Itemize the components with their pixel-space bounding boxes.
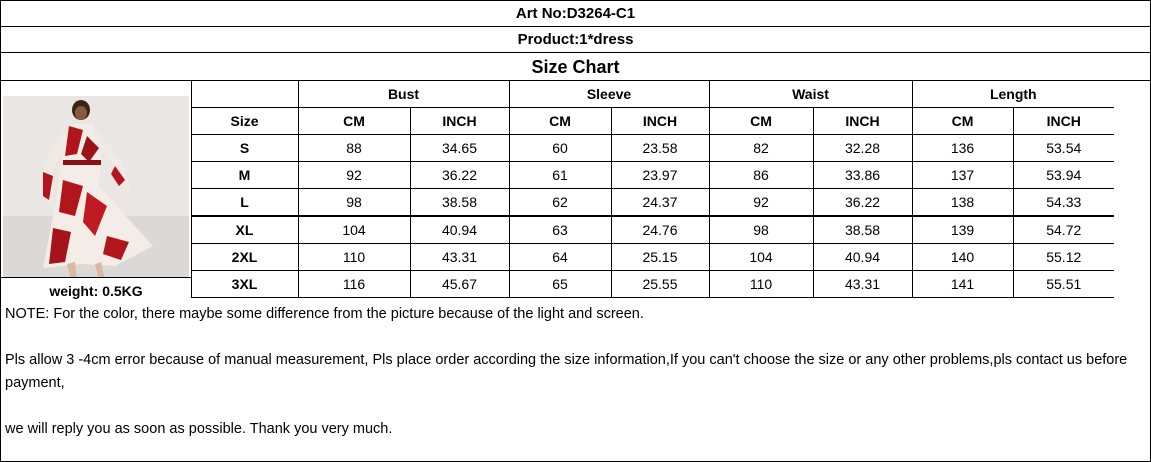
unit-header: INCH [410, 108, 509, 135]
col-group-sleeve: Sleeve [509, 81, 709, 108]
note-reply: we will reply you as soon as possible. Thank you very much. [5, 421, 393, 437]
value-cell: 40.94 [410, 216, 509, 244]
value-cell: 137 [912, 162, 1013, 189]
value-cell: 104 [298, 216, 410, 244]
value-cell: 24.37 [611, 189, 709, 217]
value-cell: 92 [709, 189, 813, 217]
size-col-header: Size [191, 108, 298, 135]
note-color: NOTE: For the color, there maybe some difference from the picture because of the light and screen. [5, 306, 644, 322]
unit-header: CM [509, 108, 611, 135]
value-cell: 62 [509, 189, 611, 217]
value-cell: 33.86 [813, 162, 912, 189]
value-cell: 65 [509, 271, 611, 298]
value-cell: 23.58 [611, 135, 709, 162]
value-cell: 116 [298, 271, 410, 298]
note-measurement: Pls allow 3 -4cm error because of manual measurement, Pls place order according the size information,If you can't choose the size or any other problems,pls contact us before payment, [5, 352, 1128, 391]
size-cell: S [191, 135, 298, 162]
dress-model-image [3, 96, 189, 280]
value-cell: 82 [709, 135, 813, 162]
value-cell: 40.94 [813, 244, 912, 271]
col-group-length: Length [912, 81, 1114, 108]
notes-block [5, 303, 1145, 441]
value-cell: 53.54 [1013, 135, 1114, 162]
value-cell: 98 [709, 216, 813, 244]
size-cell: XL [191, 216, 298, 244]
value-cell: 53.94 [1013, 162, 1114, 189]
unit-header: CM [298, 108, 410, 135]
value-cell: 55.51 [1013, 271, 1114, 298]
value-cell: 92 [298, 162, 410, 189]
article-number: Art No:D3264-C1 [1, 1, 1150, 27]
size-cell: 3XL [191, 271, 298, 298]
value-cell: 45.67 [410, 271, 509, 298]
value-cell: 136 [912, 135, 1013, 162]
value-cell: 63 [509, 216, 611, 244]
unit-header: INCH [813, 108, 912, 135]
value-cell: 24.76 [611, 216, 709, 244]
value-cell: 43.31 [410, 244, 509, 271]
value-cell: 43.31 [813, 271, 912, 298]
value-cell: 34.65 [410, 135, 509, 162]
spacer [5, 395, 1145, 418]
value-cell: 98 [298, 189, 410, 217]
value-cell: 36.22 [410, 162, 509, 189]
value-cell: 110 [709, 271, 813, 298]
spacer [5, 326, 1145, 349]
size-cell: 2XL [191, 244, 298, 271]
value-cell: 54.72 [1013, 216, 1114, 244]
unit-header: CM [912, 108, 1013, 135]
value-cell: 38.58 [813, 216, 912, 244]
value-cell: 64 [509, 244, 611, 271]
unit-header: INCH [1013, 108, 1114, 135]
unit-header: INCH [611, 108, 709, 135]
value-cell: 32.28 [813, 135, 912, 162]
value-cell: 60 [509, 135, 611, 162]
size-cell: M [191, 162, 298, 189]
product-photo [1, 81, 191, 298]
value-cell: 36.22 [813, 189, 912, 217]
unit-header: CM [709, 108, 813, 135]
page-title: Size Chart [1, 53, 1150, 81]
blank-header-cell [191, 81, 298, 108]
value-cell: 54.33 [1013, 189, 1114, 217]
size-table [1, 81, 1151, 298]
value-cell: 25.15 [611, 244, 709, 271]
value-cell: 25.55 [611, 271, 709, 298]
col-group-bust: Bust [298, 81, 509, 108]
value-cell: 55.12 [1013, 244, 1114, 271]
value-cell: 110 [298, 244, 410, 271]
value-cell: 141 [912, 271, 1013, 298]
value-cell: 38.58 [410, 189, 509, 217]
value-cell: 139 [912, 216, 1013, 244]
value-cell: 88 [298, 135, 410, 162]
value-cell: 23.97 [611, 162, 709, 189]
group-header-row [1, 81, 1151, 108]
col-group-waist: Waist [709, 81, 912, 108]
value-cell: 138 [912, 189, 1013, 217]
value-cell: 61 [509, 162, 611, 189]
weight-label: weight: 0.5KG [1, 277, 191, 303]
size-cell: L [191, 189, 298, 217]
value-cell: 104 [709, 244, 813, 271]
value-cell: 140 [912, 244, 1013, 271]
product-line: Product:1*dress [1, 27, 1150, 53]
value-cell: 86 [709, 162, 813, 189]
